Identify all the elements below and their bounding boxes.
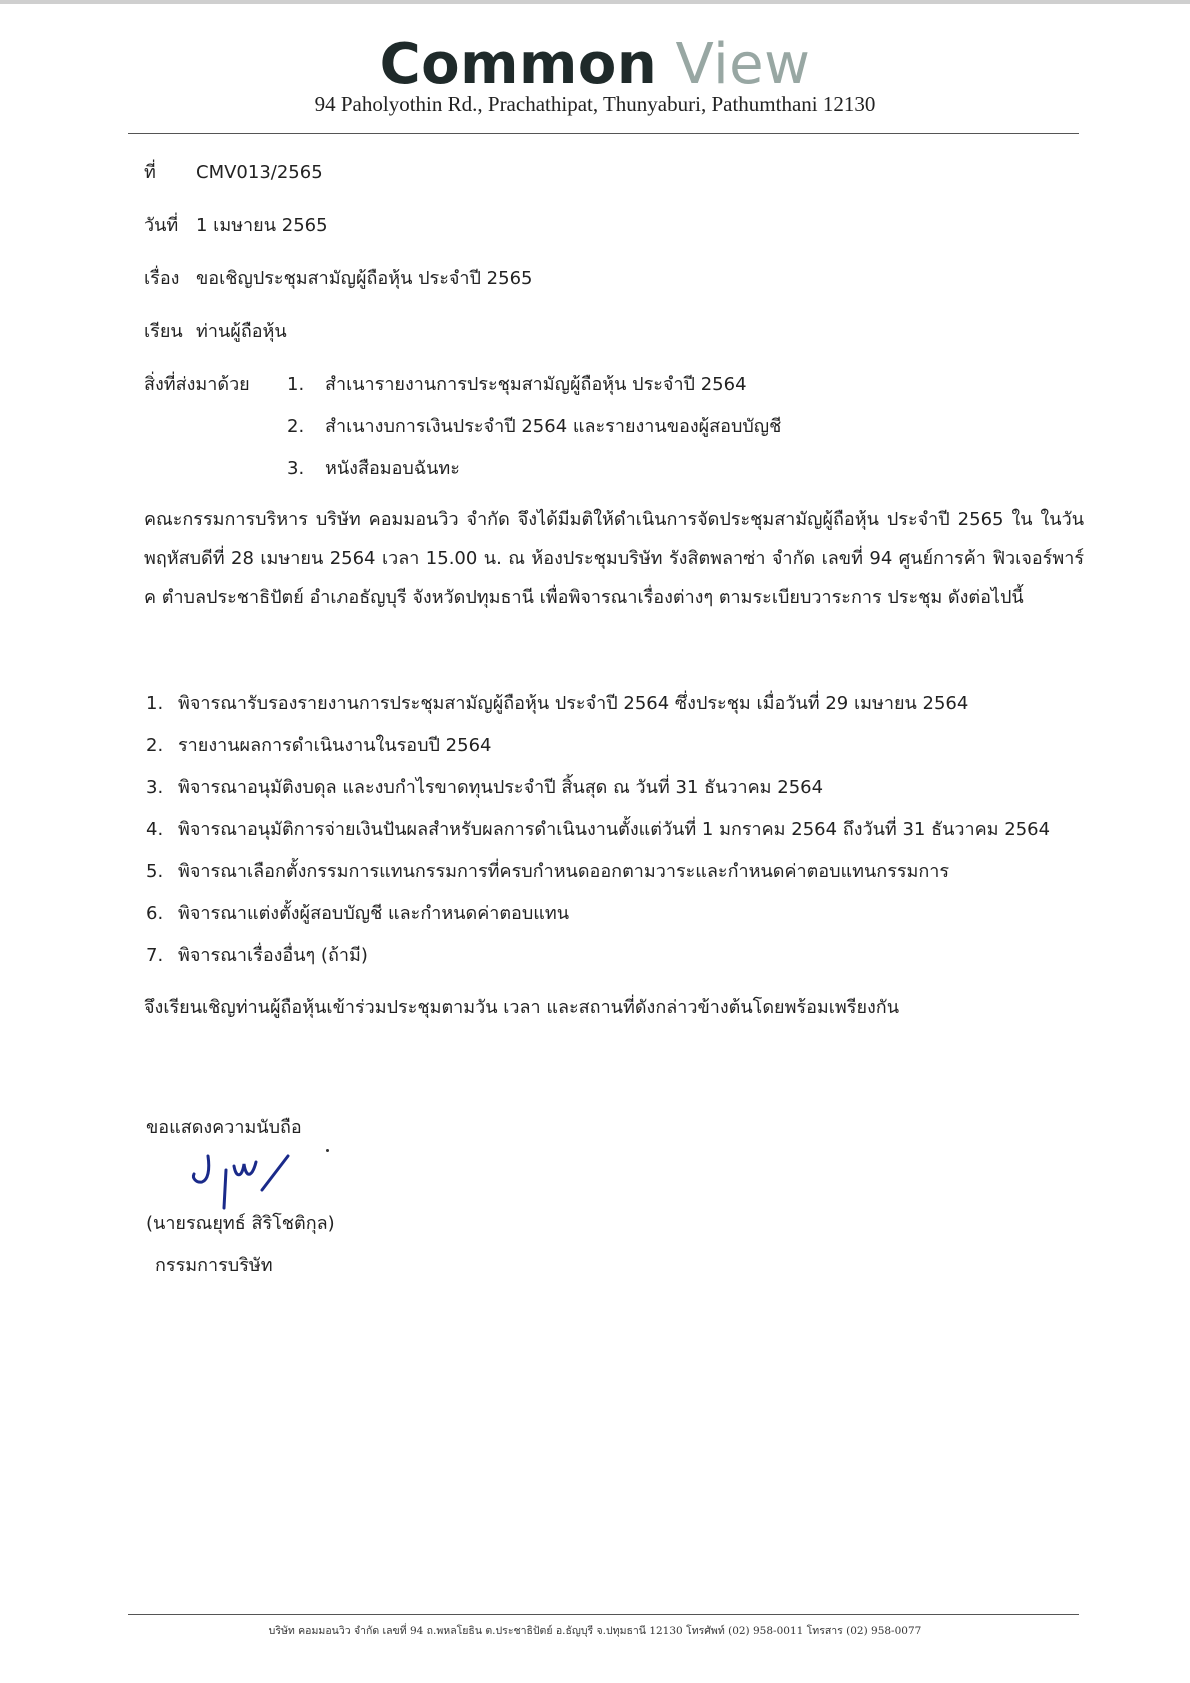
footer-divider — [128, 1614, 1079, 1615]
agenda-number: 2. — [146, 735, 164, 756]
company-logo — [0, 30, 1190, 100]
logo-word-view: View — [675, 32, 811, 97]
agenda-number: 1. — [146, 693, 164, 714]
reference-line — [144, 157, 323, 186]
agenda-item — [146, 814, 1050, 843]
top-border — [0, 0, 1190, 4]
agenda-text: พิจารณาเรื่องอื่นๆ (ถ้ามี) — [178, 945, 368, 966]
enclosure-text: หนังสือมอบฉันทะ — [325, 458, 460, 479]
letterhead-address: 94 Paholyothin Rd., Prachathipat, Thunyaburi, Pathumthani 12130 — [314, 92, 876, 116]
recipient-value: ท่านผู้ถือหุ้น — [196, 321, 287, 342]
reference-label: ที่ — [144, 162, 156, 183]
enclosure-number: 1. — [287, 374, 305, 395]
agenda-item — [146, 856, 949, 885]
agenda-text: รายงานผลการดำเนินงานในรอบปี 2564 — [178, 735, 492, 756]
header-divider — [128, 133, 1079, 134]
subject-label: เรื่อง — [144, 268, 180, 289]
agenda-item — [146, 772, 823, 801]
enclosure-text: สำเนารายงานการประชุมสามัญผู้ถือหุ้น ประจำปี 2564 — [325, 374, 747, 395]
agenda-item — [146, 688, 968, 717]
enclosure-text: สำเนางบการเงินประจำปี 2564 และรายงานของผู้สอบบัญชี — [325, 416, 782, 437]
closing-salutation: ขอแสดงความนับถือ — [146, 1117, 302, 1138]
agenda-item — [146, 730, 492, 759]
enclosure-number: 2. — [287, 416, 305, 437]
signer-name: (นายรณยุทธ์ สิริโชติกุล) — [146, 1213, 335, 1234]
enclosure-item — [287, 369, 747, 398]
logo-word-common: Common — [379, 32, 658, 97]
reference-value: CMV013/2565 — [196, 162, 323, 183]
agenda-text: พิจารณารับรองรายงานการประชุมสามัญผู้ถือหุ้น ประจำปี 2564 ซึ่งประชุม เมื่อวันที่ 29 เมษายน 2564 — [178, 693, 969, 714]
agenda-number: 6. — [146, 903, 164, 924]
enclosure-item — [287, 453, 460, 482]
subject-value: ขอเชิญประชุมสามัญผู้ถือหุ้น ประจำปี 2565 — [196, 268, 533, 289]
enclosure-item — [287, 411, 781, 440]
agenda-text: พิจารณาเลือกตั้งกรรมการแทนกรรมการที่ครบกำหนดออกตามวาระและกำหนดค่าตอบแทนกรรมการ — [178, 861, 950, 882]
agenda-number: 7. — [146, 945, 164, 966]
enclosures-label: สิ่งที่ส่งมาด้วย — [144, 374, 250, 395]
body-paragraph: คณะกรรมการบริหาร บริษัท คอมมอนวิว จำกัด จึงได้มีมติให้ดำเนินการจัดประชุมสามัญผู้ถือหุ้น ประจำปี 2565 ใน ในวันพฤหัสบดีที่ 28 เมษายน 2564 เวลา 15.00 น. ณ ห้องประชุมบริษัท รังสิตพลาซ่า จำกัด เลขที่ 94 ศูนย์การค้า ฟิวเจอร์พาร์ค ตำบลประชาธิปัตย์ อำเภอธัญบุรี จังหวัดปทุมธานี เพื่อพิจารณาเรื่องต่างๆ ตามระเบียบวาระการ ประชุม ดังต่อไปนี้ — [144, 509, 1084, 608]
agenda-text: พิจารณาอนุมัติการจ่ายเงินปันผลสำหรับผลการดำเนินงานตั้งแต่วันที่ 1 มกราคม 2564 ถึงวันที่ 31 ธันวาคม 2564 — [178, 819, 1051, 840]
date-label: วันที่ — [144, 215, 179, 236]
ink-dot — [326, 1149, 329, 1152]
footer-contact: บริษัท คอมมอนวิว จำกัด เลขที่ 94 ถ.พหลโยธิน ต.ประชาธิปัตย์ อ.ธัญบุรี จ.ปทุมธานี 12130 โทรศัพท์ (02) 958-0011 โทรสาร (02) 958-0077 — [268, 1625, 922, 1637]
date-value: 1 เมษายน 2565 — [196, 215, 328, 236]
agenda-text: พิจารณาแต่งตั้งผู้สอบบัญชี และกำหนดค่าตอบแทน — [178, 903, 570, 924]
enclosure-number: 3. — [287, 458, 305, 479]
agenda-number: 5. — [146, 861, 164, 882]
agenda-number: 3. — [146, 777, 164, 798]
signer-title: กรรมการบริษัท — [155, 1255, 273, 1276]
handwritten-signature — [186, 1148, 336, 1210]
invitation-sentence: จึงเรียนเชิญท่านผู้ถือหุ้นเข้าร่วมประชุมตามวัน เวลา และสถานที่ดังกล่าวข้างต้นโดยพร้อมเพรียงกัน — [144, 997, 899, 1018]
agenda-text: พิจารณาอนุมัติงบดุล และงบกำไรขาดทุนประจำปี สิ้นสุด ณ วันที่ 31 ธันวาคม 2564 — [178, 777, 824, 798]
agenda-item — [146, 898, 569, 927]
recipient-label: เรียน — [144, 321, 183, 342]
agenda-item — [146, 940, 368, 969]
agenda-number: 4. — [146, 819, 164, 840]
recipient-line — [144, 316, 287, 345]
date-line — [144, 210, 328, 239]
subject-line — [144, 263, 532, 292]
